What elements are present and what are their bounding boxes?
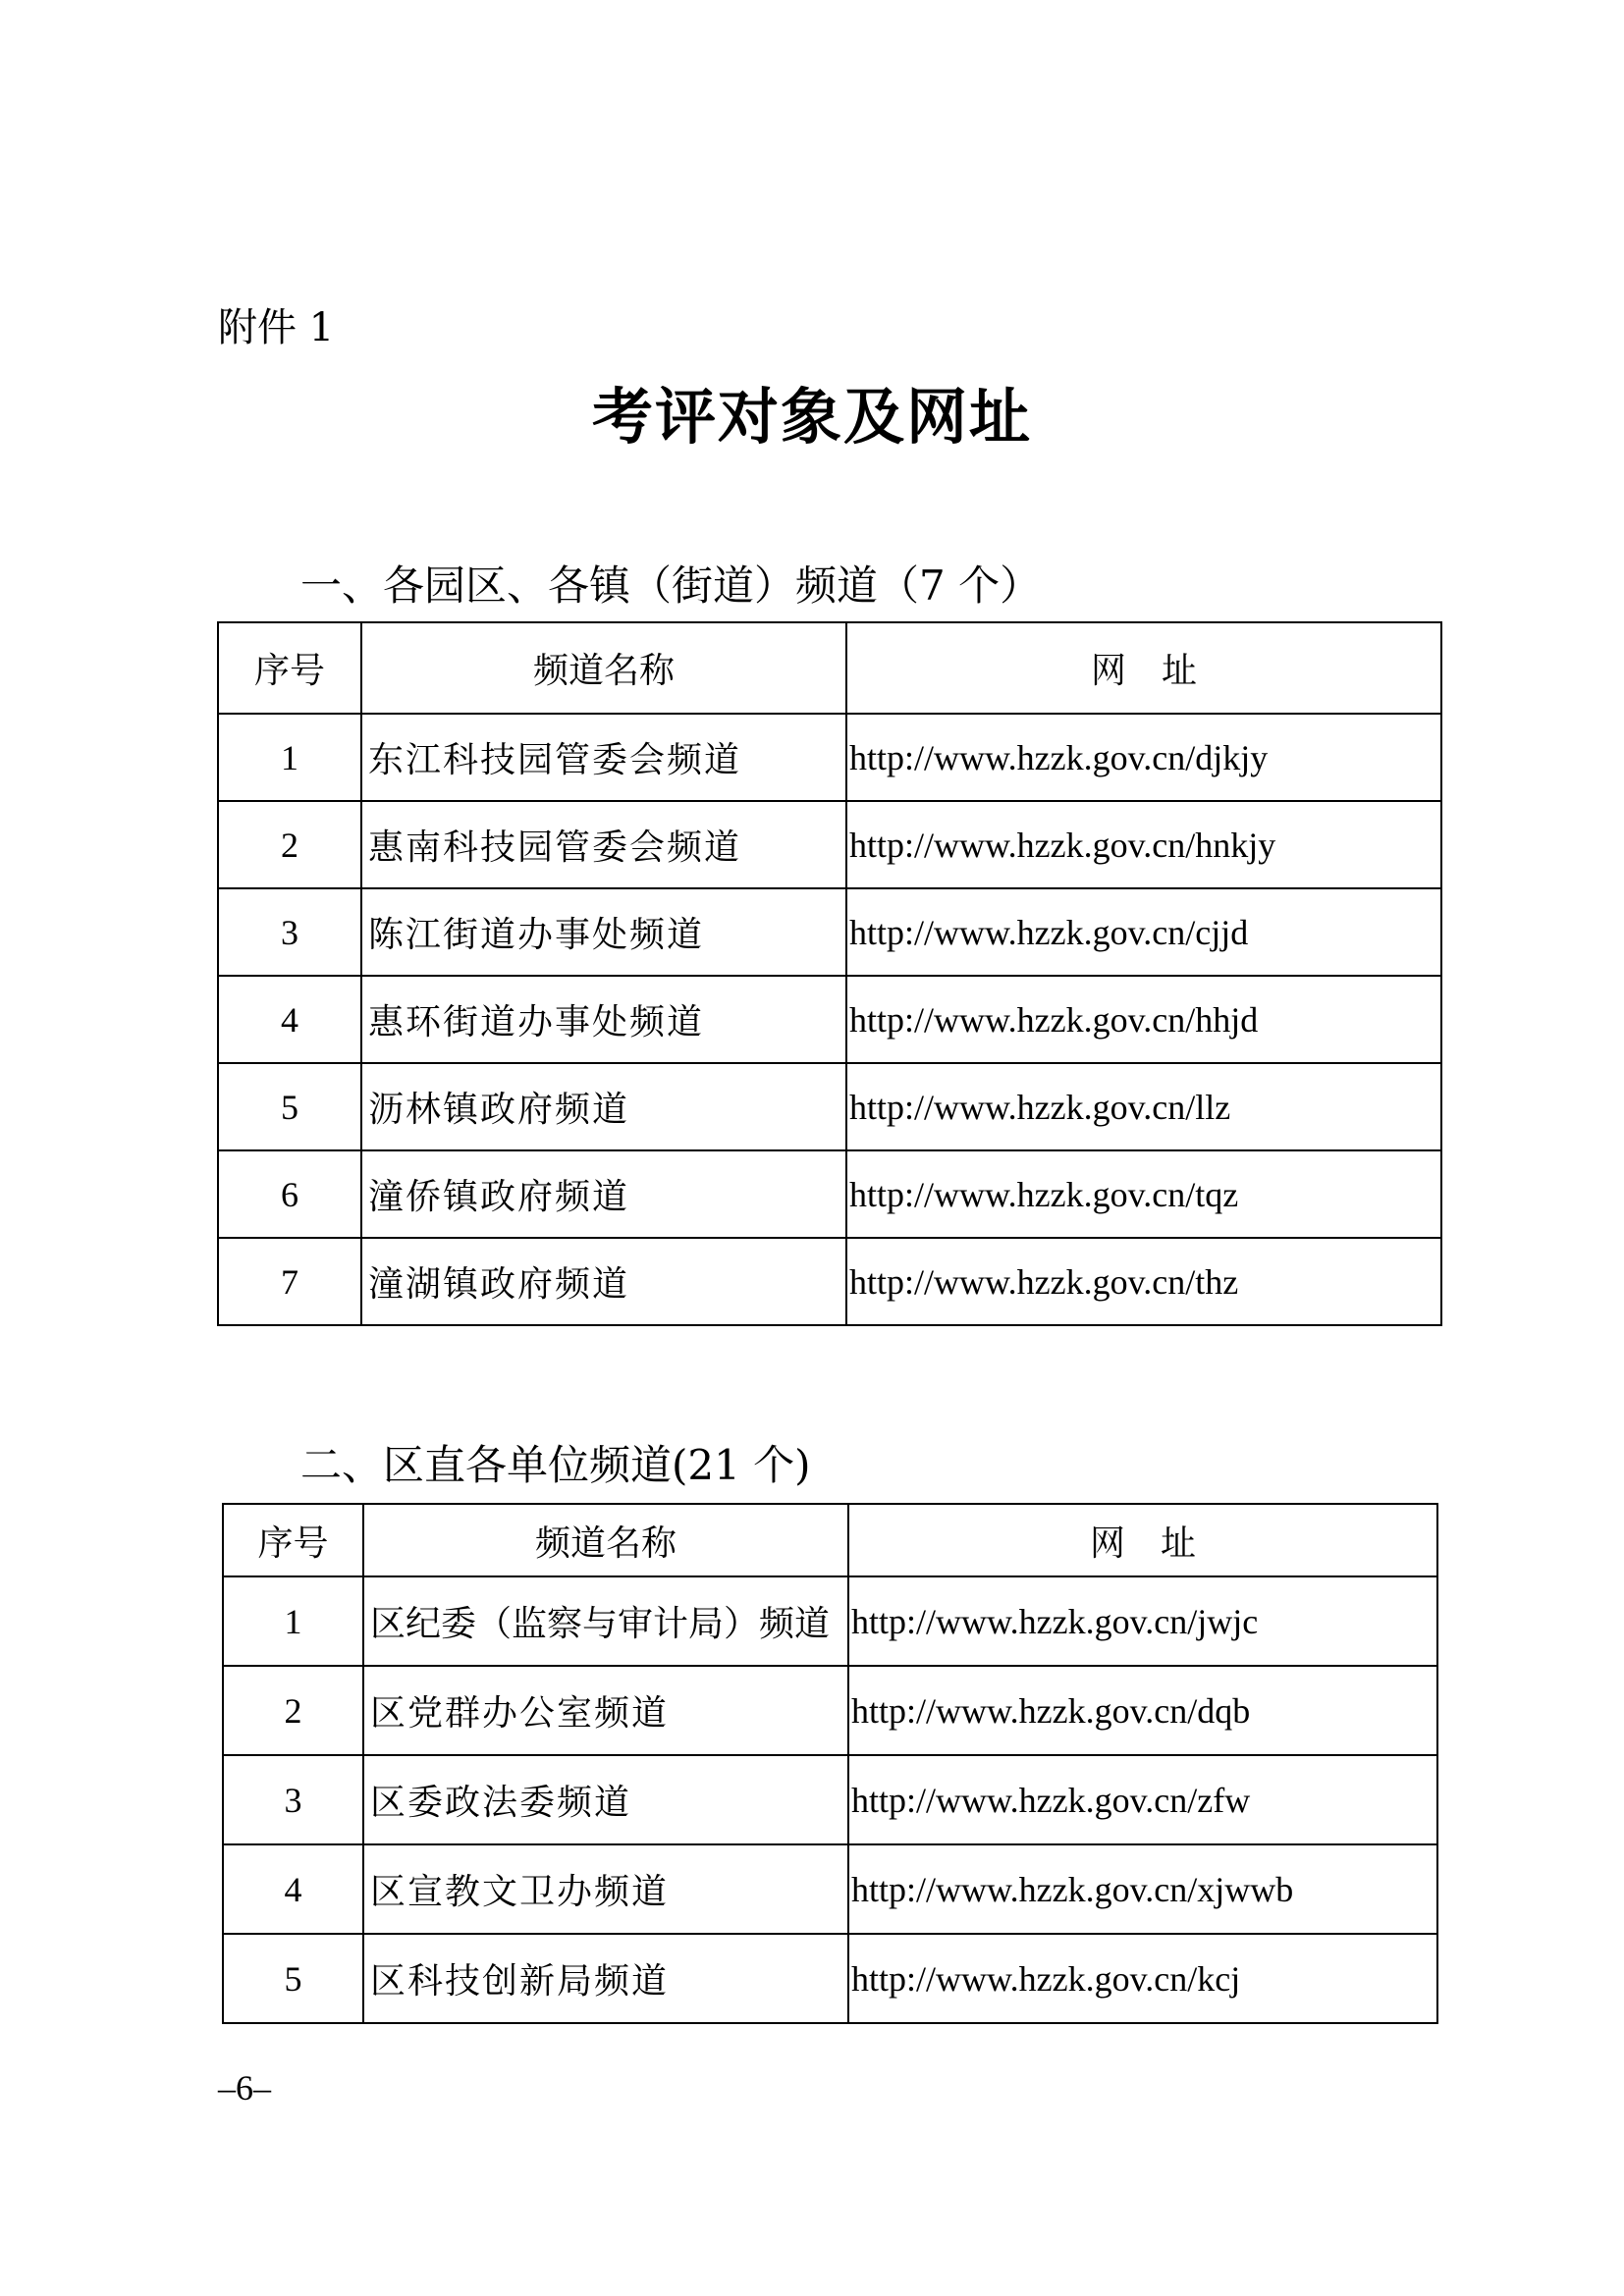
row-number: 1 bbox=[223, 1576, 363, 1666]
table-row bbox=[223, 1576, 1437, 1666]
channel-url-link[interactable]: http://www.hzzk.gov.cn/jwjc bbox=[848, 1576, 1437, 1666]
table-row bbox=[218, 801, 1441, 888]
channel-name: 惠南科技园管委会频道 bbox=[361, 801, 846, 888]
channel-name: 潼侨镇政府频道 bbox=[361, 1150, 846, 1238]
column-header-channel-name: 频道名称 bbox=[361, 622, 846, 714]
channel-name: 区宣教文卫办频道 bbox=[363, 1844, 848, 1934]
row-number: 4 bbox=[218, 976, 361, 1063]
channel-url-link[interactable]: http://www.hzzk.gov.cn/xjwwb bbox=[848, 1844, 1437, 1934]
channel-name: 沥林镇政府频道 bbox=[361, 1063, 846, 1150]
table-header-row bbox=[218, 622, 1441, 714]
channel-name: 区委政法委频道 bbox=[363, 1755, 848, 1844]
column-header-number: 序号 bbox=[218, 622, 361, 714]
channel-name: 潼湖镇政府频道 bbox=[361, 1238, 846, 1325]
channel-name: 陈江街道办事处频道 bbox=[361, 888, 846, 976]
channel-name: 惠环街道办事处频道 bbox=[361, 976, 846, 1063]
table-row bbox=[218, 714, 1441, 801]
table-row bbox=[218, 976, 1441, 1063]
channel-url-link[interactable]: http://www.hzzk.gov.cn/cjjd bbox=[846, 888, 1441, 976]
table-row bbox=[218, 1238, 1441, 1325]
table-row bbox=[223, 1934, 1437, 2023]
channel-name: 东江科技园管委会频道 bbox=[361, 714, 846, 801]
channel-url-link[interactable]: http://www.hzzk.gov.cn/thz bbox=[846, 1238, 1441, 1325]
table-row bbox=[218, 888, 1441, 976]
row-number: 3 bbox=[223, 1755, 363, 1844]
table-row bbox=[218, 1150, 1441, 1238]
column-header-channel-name: 频道名称 bbox=[363, 1504, 848, 1576]
document-title: 考评对象及网址 bbox=[591, 381, 1032, 453]
channel-url-link[interactable]: http://www.hzzk.gov.cn/kcj bbox=[848, 1934, 1437, 2023]
table-header-row bbox=[223, 1504, 1437, 1576]
channel-name: 区科技创新局频道 bbox=[363, 1934, 848, 2023]
district-units-channel-table bbox=[222, 1503, 1438, 2024]
section-1-heading: 一、各园区、各镇（街道）频道（7 个） bbox=[300, 561, 1042, 610]
parks-towns-channel-table bbox=[217, 621, 1442, 1326]
row-number: 3 bbox=[218, 888, 361, 976]
row-number: 6 bbox=[218, 1150, 361, 1238]
column-header-url: 网 址 bbox=[848, 1504, 1437, 1576]
section-2-heading: 二、区直各单位频道(21 个) bbox=[300, 1441, 811, 1489]
table-row bbox=[218, 1063, 1441, 1150]
row-number: 2 bbox=[223, 1666, 363, 1755]
row-number: 4 bbox=[223, 1844, 363, 1934]
table-row bbox=[223, 1844, 1437, 1934]
channel-name: 区纪委（监察与审计局）频道 bbox=[363, 1576, 848, 1666]
channel-url-link[interactable]: http://www.hzzk.gov.cn/djkjy bbox=[846, 714, 1441, 801]
channel-name: 区党群办公室频道 bbox=[363, 1666, 848, 1755]
page-number: –6– bbox=[218, 2068, 271, 2108]
channel-url-link[interactable]: http://www.hzzk.gov.cn/tqz bbox=[846, 1150, 1441, 1238]
channel-url-link[interactable]: http://www.hzzk.gov.cn/hhjd bbox=[846, 976, 1441, 1063]
row-number: 1 bbox=[218, 714, 361, 801]
channel-url-link[interactable]: http://www.hzzk.gov.cn/hnkjy bbox=[846, 801, 1441, 888]
table-row bbox=[223, 1755, 1437, 1844]
table-row bbox=[223, 1666, 1437, 1755]
channel-url-link[interactable]: http://www.hzzk.gov.cn/dqb bbox=[848, 1666, 1437, 1755]
row-number: 5 bbox=[223, 1934, 363, 2023]
row-number: 7 bbox=[218, 1238, 361, 1325]
row-number: 5 bbox=[218, 1063, 361, 1150]
channel-url-link[interactable]: http://www.hzzk.gov.cn/llz bbox=[846, 1063, 1441, 1150]
column-header-url: 网 址 bbox=[846, 622, 1441, 714]
attachment-label: 附件 1 bbox=[218, 305, 335, 350]
channel-url-link[interactable]: http://www.hzzk.gov.cn/zfw bbox=[848, 1755, 1437, 1844]
row-number: 2 bbox=[218, 801, 361, 888]
column-header-number: 序号 bbox=[223, 1504, 363, 1576]
